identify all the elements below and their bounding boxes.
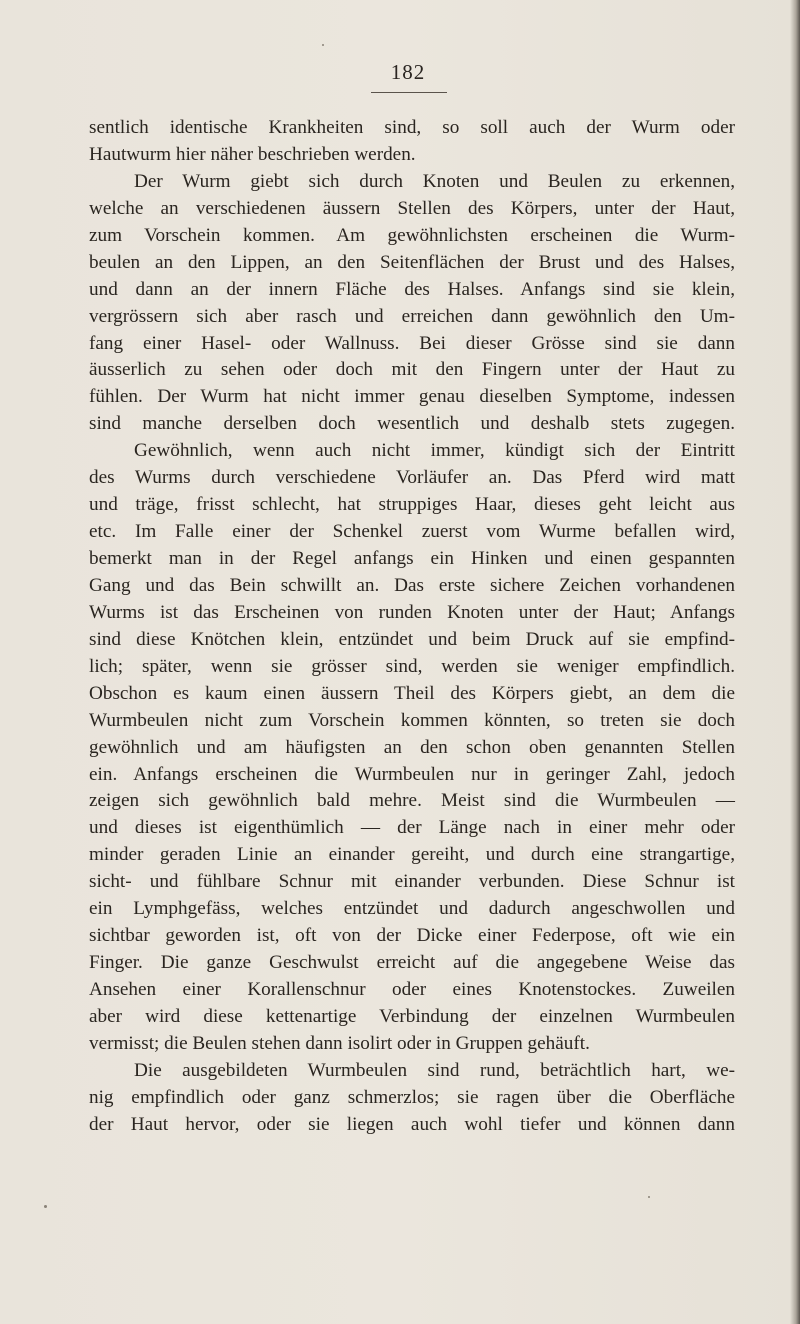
paper-speck: [648, 1196, 650, 1198]
text-line: sichtbar geworden ist, oft von der Dicke einer Federpose, oft wie ein: [89, 925, 735, 947]
text-line: minder geraden Linie an einander gereiht, und durch eine strangartige,: [89, 844, 735, 866]
text-line: Hautwurm hier näher beschrieben werden.: [89, 143, 416, 165]
text-line: Obschon es kaum einen äussern Theil des Körpers giebt, an dem die: [89, 682, 735, 704]
text-line: und dieses ist eigenthümlich — der Länge nach in einer mehr oder: [89, 817, 735, 839]
text-line: fang einer Hasel- oder Wallnuss. Bei dieser Grösse sind sie dann: [89, 332, 735, 354]
paper-speck: [44, 1205, 47, 1208]
text-line: etc. Im Falle einer der Schenkel zuerst vom Wurme befallen wird,: [89, 521, 735, 543]
text-line: Gewöhnlich, wenn auch nicht immer, kündigt sich der Eintritt: [134, 440, 735, 462]
text-line: Der Wurm giebt sich durch Knoten und Beulen zu erkennen,: [134, 170, 735, 192]
text-line: Wurms ist das Erscheinen von runden Knoten unter der Haut; Anfangs: [89, 601, 735, 623]
text-line: Wurmbeulen nicht zum Vorschein kommen könnten, so treten sie doch: [89, 709, 735, 731]
paper-speck: [322, 44, 324, 46]
text-line: der Haut hervor, oder sie liegen auch wohl tiefer und können dann: [89, 1113, 735, 1135]
text-line: lich; später, wenn sie grösser sind, werden sie weniger empfindlich.: [89, 655, 735, 677]
text-line: sind diese Knötchen klein, entzündet und beim Druck auf sie empfind-: [89, 628, 735, 650]
text-line: Finger. Die ganze Geschwulst erreicht auf die angegebene Weise das: [89, 952, 735, 974]
text-line: und dann an der innern Fläche des Halses. Anfangs sind sie klein,: [89, 278, 735, 300]
text-line: gewöhnlich und am häufigsten an den schon oben genannten Stellen: [89, 736, 735, 758]
text-line: vermisst; die Beulen stehen dann isolirt oder in Gruppen gehäuft.: [89, 1032, 590, 1054]
page-number: 182: [390, 60, 426, 84]
text-line: Ansehen einer Korallenschnur oder eines Knotenstockes. Zuweilen: [89, 979, 735, 1000]
text-line: zum Vorschein kommen. Am gewöhnlichsten erscheinen die Wurm-: [89, 224, 735, 246]
text-line: Die ausgebildeten Wurmbeulen sind rund, beträchtlich hart, we-: [134, 1059, 735, 1081]
text-line: sind manche derselben doch wesentlich und deshalb stets zugegen.: [89, 413, 735, 435]
text-line: sentlich identische Krankheiten sind, so soll auch der Wurm oder: [89, 117, 735, 138]
page-number-underline: [371, 92, 447, 93]
text-line: sicht- und fühlbare Schnur mit einander verbunden. Diese Schnur ist: [89, 871, 735, 893]
text-line: und träge, frisst schlecht, hat struppiges Haar, dieses geht leicht aus: [89, 494, 735, 516]
text-line: äusserlich zu sehen oder doch mit den Fingern unter der Haut zu: [89, 359, 735, 381]
page-edge-shadow: [790, 0, 800, 1324]
text-line: nig empfindlich oder ganz schmerzlos; sie ragen über die Oberfläche: [89, 1086, 735, 1108]
text-line: welche an verschiedenen äussern Stellen des Körpers, unter der Haut,: [89, 197, 735, 219]
text-line: aber wird diese kettenartige Verbindung der einzelnen Wurmbeulen: [89, 1005, 735, 1027]
text-line: ein Lymphgefäss, welches entzündet und dadurch angeschwollen und: [89, 898, 735, 920]
text-line: vergrössern sich aber rasch und erreichen dann gewöhnlich den Um-: [89, 305, 735, 327]
text-line: bemerkt man in der Regel anfangs ein Hinken und einen gespannten: [89, 548, 735, 569]
text-line: des Wurms durch verschiedene Vorläufer an. Das Pferd wird matt: [89, 467, 735, 489]
text-line: fühlen. Der Wurm hat nicht immer genau dieselben Symptome, indessen: [89, 386, 735, 408]
text-line: Gang und das Bein schwillt an. Das erste sichere Zeichen vorhandenen: [89, 574, 735, 596]
text-line: beulen an den Lippen, an den Seitenflächen der Brust und des Halses,: [89, 251, 735, 273]
body-text: [89, 115, 735, 1139]
text-line: zeigen sich gewöhnlich bald mehre. Meist sind die Wurmbeulen —: [89, 790, 735, 812]
text-line: ein. Anfangs erscheinen die Wurmbeulen nur in geringer Zahl, jedoch: [89, 763, 735, 785]
